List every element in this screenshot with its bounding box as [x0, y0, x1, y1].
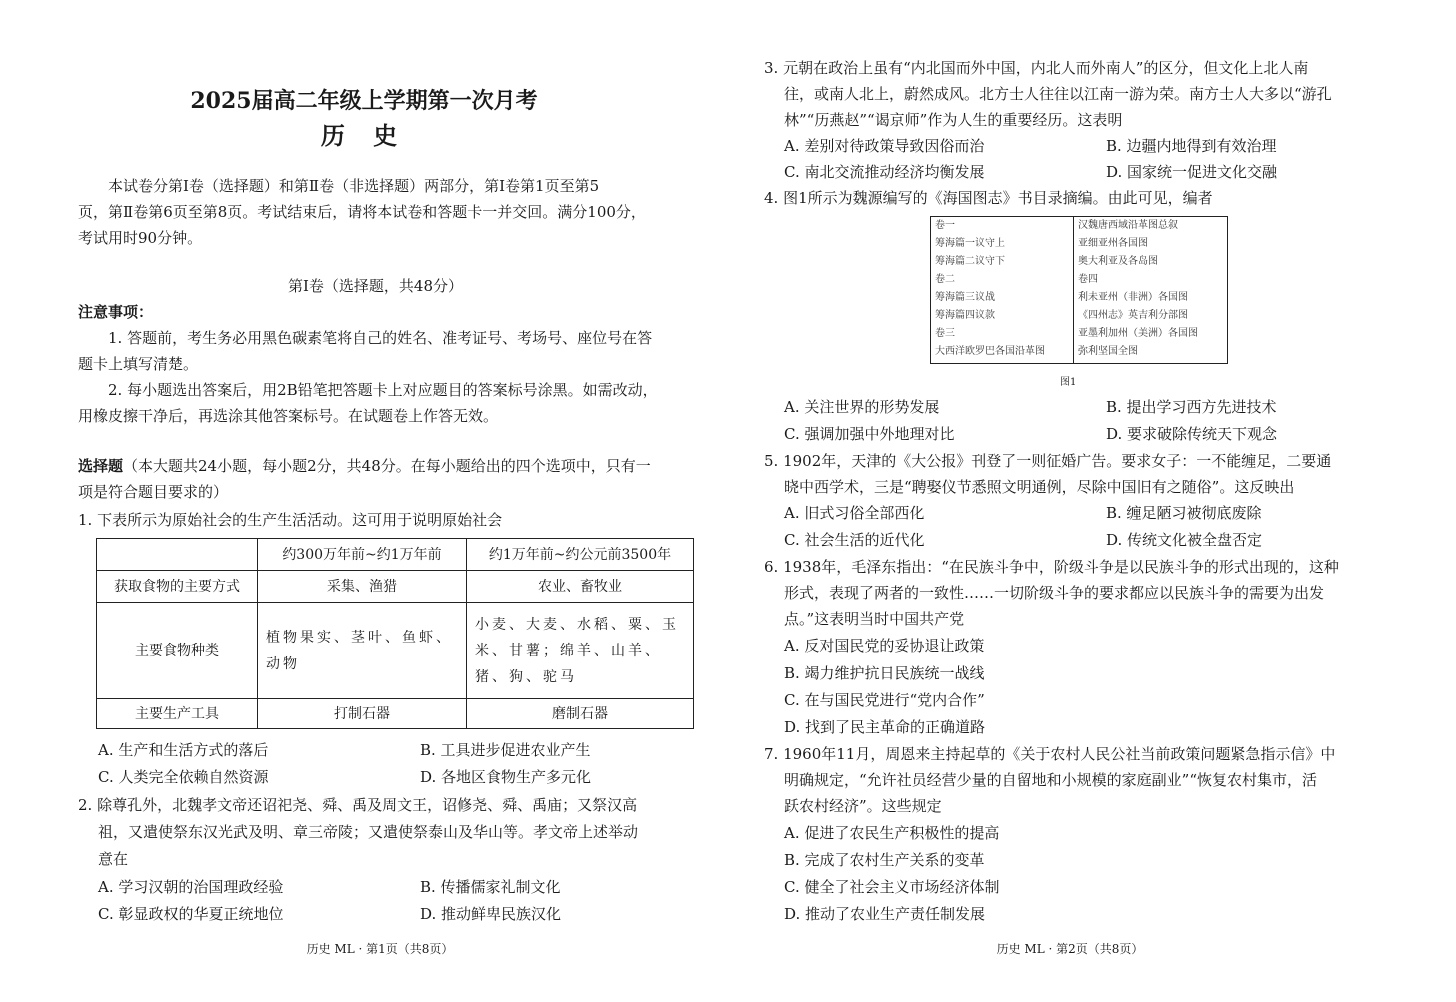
table-cell: 获取食物的主要方式 [97, 571, 258, 603]
table-cell: 磨制石器 [467, 699, 694, 729]
option-c: C. 社会生活的近代化 [784, 531, 925, 549]
table-row [97, 603, 694, 699]
option-b: B. 竭力维护抗日民族统一战线 [784, 664, 985, 682]
option-c: C. 健全了社会主义市场经济体制 [784, 878, 1000, 896]
option-d: D. 推动了农业生产责任制发展 [784, 905, 986, 923]
option-d: D. 要求破除传统天下观念 [1106, 425, 1278, 443]
option-b: B. 完成了农村生产关系的变革 [784, 851, 985, 869]
primitive-society-table [96, 538, 694, 729]
option-a: A. 学习汉朝的治国理政经验 [98, 878, 284, 896]
option-b: B. 工具进步促进农业产生 [420, 741, 591, 759]
mc-description-cont: 项是符合题目要求的） [78, 483, 229, 501]
page-footer: 历史 ML · 第1页（共8页） [306, 942, 454, 956]
table-cell: 采集、渔猎 [258, 571, 467, 603]
table-row [97, 571, 694, 603]
question-stem: 3. 元朝在政治上虽有“内北国而外中国，内北人而外南人”的区分，但文化上北人南 [764, 59, 1309, 77]
question-stem: 明确规定，“允许社员经营少量的自留地和小规模的家庭副业”“恢复农村集市，活 [784, 771, 1318, 789]
option-c: C. 人类完全依赖自然资源 [98, 768, 269, 786]
table-cell: 打制石器 [258, 699, 467, 729]
figure-entry: 筹海篇一议守上 [935, 238, 1005, 249]
option-a: A. 反对国民党的妥协退让政策 [784, 637, 985, 655]
intro-line: 页，第Ⅱ卷第6页至第8页。考试结束后，请将本试卷和答题卡一并交回。满分100分， [78, 203, 646, 221]
table-cell: 农业、畜牧业 [467, 571, 694, 603]
figure-left-column [931, 217, 1074, 363]
figure-caption: 图1 [1060, 377, 1077, 388]
notice-heading: 注意事项： [78, 303, 154, 321]
intro-line: 考试用时90分钟。 [78, 229, 203, 247]
question-stem: 7. 1960年11月，周恩来主持起草的《关于农村人民公社当前政策问题紧急指示信》中 [764, 745, 1336, 763]
mc-description: （本大题共24小题，每小题2分，共48分。在每小题给出的四个选项中，只有一 [123, 457, 651, 475]
option-b: B. 边疆内地得到有效治理 [1106, 137, 1277, 155]
option-c: C. 南北交流推动经济均衡发展 [784, 163, 985, 181]
exam-title: 2025届高二年级上学期第一次月考 [190, 88, 538, 114]
table-cell: 主要食物种类 [97, 603, 258, 699]
option-a: A. 差别对待政策导致因俗而治 [784, 137, 985, 155]
figure-entry: 利未亚州（非洲）各国图 [1078, 292, 1188, 303]
question-stem: 5. 1902年，天津的《大公报》刊登了一则征婚广告。要求女子：一不能缠足，二要通 [764, 452, 1332, 470]
page-footer: 历史 ML · 第2页（共8页） [996, 942, 1144, 956]
figure-right-column [1074, 217, 1227, 363]
intro-line: 本试卷分第Ⅰ卷（选择题）和第Ⅱ卷（非选择题）两部分，第Ⅰ卷第1页至第5 [108, 177, 600, 195]
option-b: B. 提出学习西方先进技术 [1106, 398, 1277, 416]
question-stem: 往，或南人北上，蔚然成风。北方士人往往以江南一游为荣。南方士人大多以“游孔 [784, 85, 1332, 103]
figure-entry: 大西洋欧罗巴各国沿革图 [935, 346, 1045, 357]
question-stem: 晓中西学术，三是“聘娶仪节悉照文明通例，尽除中国旧有之随俗”。这反映出 [784, 478, 1295, 496]
question-stem: 1. 下表所示为原始社会的生产生活活动。这可用于说明原始社会 [78, 511, 503, 529]
question-stem: 意在 [98, 850, 129, 868]
notice-line: 用橡皮擦干净后，再选涂其他答案标号。在试题卷上作答无效。 [78, 407, 499, 425]
figure-entry: 亚墨利加州（美洲）各国图 [1078, 328, 1198, 339]
question-stem: 6. 1938年，毛泽东指出：“在民族斗争中，阶级斗争是以民族斗争的形式出现的，这种 [764, 558, 1339, 576]
figure-entry: 弥利坚国全图 [1078, 346, 1138, 357]
option-d: D. 国家统一促进文化交融 [1106, 163, 1278, 181]
figure-entry: 亚细亚州各国图 [1078, 238, 1148, 249]
question-stem: 跃农村经济”。这些规定 [784, 797, 942, 815]
mc-instructions [78, 456, 651, 476]
section-heading: 第Ⅰ卷（选择题，共48分） [288, 277, 464, 295]
question-stem: 林”“历燕赵”“谒京师”作为人生的重要经历。这表明 [784, 111, 1123, 129]
option-d: D. 各地区食物生产多元化 [420, 768, 592, 786]
notice-line: 1. 答题前，考生务必用黑色碳素笔将自己的姓名、准考证号、考场号、座位号在答 [108, 329, 653, 347]
table-cell [97, 539, 258, 571]
table-header-row [97, 539, 694, 571]
notice-line: 2. 每小题选出答案后，用2B铅笔把答题卡上对应题目的答案标号涂黑。如需改动， [108, 381, 658, 399]
question-stem: 4. 图1所示为魏源编写的《海国图志》书目录摘编。由此可见，编者 [764, 189, 1213, 207]
option-d: D. 推动鲜卑民族汉化 [420, 905, 562, 923]
figure-entry: 奥大利亚及各岛图 [1078, 256, 1158, 267]
figure-entry: 《四州志》英吉利分部图 [1078, 310, 1188, 321]
option-a: A. 生产和生活方式的落后 [98, 741, 269, 759]
figure-entry: 汉魏唐西域沿革图总叙 [1078, 220, 1178, 231]
question-stem: 2. 除尊孔外，北魏孝文帝还诏祀尧、舜、禹及周文王，诏修尧、舜、禹庙；又祭汉高 [78, 796, 638, 814]
option-b: B. 传播儒家礼制文化 [420, 878, 561, 896]
figure-entry: 卷二 [935, 274, 955, 285]
option-d: D. 找到了民主革命的正确道路 [784, 718, 986, 736]
table-row [97, 699, 694, 729]
option-c: C. 彰显政权的华夏正统地位 [98, 905, 284, 923]
option-b: B. 缠足陋习被彻底废除 [1106, 504, 1262, 522]
question-stem: 点。”这表明当时中国共产党 [784, 610, 965, 628]
mc-heading: 选择题 [78, 457, 124, 475]
option-a: A. 旧式习俗全部西化 [784, 504, 925, 522]
option-d: D. 传统文化被全盘否定 [1106, 531, 1263, 549]
figure-entry: 筹海篇二议守下 [935, 256, 1005, 267]
figure-entry: 卷三 [935, 328, 955, 339]
question-stem: 形式，表现了两者的一致性……一切阶级斗争的要求都应以民族斗争的需要为出发 [784, 584, 1325, 602]
option-c: C. 强调加强中外地理对比 [784, 425, 955, 443]
option-a: A. 促进了农民生产积极性的提高 [784, 824, 1000, 842]
table-cell: 小麦、大麦、水稻、粟、玉米、甘薯；绵羊、山羊、猪、狗、驼马 [467, 603, 694, 699]
figure-entry: 筹海篇三议战 [935, 292, 995, 303]
figure-entry: 筹海篇四议款 [935, 310, 995, 321]
table-cell: 主要生产工具 [97, 699, 258, 729]
option-a: A. 关注世界的形势发展 [784, 398, 940, 416]
table-cell: 植物果实、茎叶、鱼虾、动物 [258, 603, 467, 699]
figure-entry: 卷四 [1078, 274, 1098, 285]
table-cell: 约1万年前~约公元前3500年 [467, 539, 694, 571]
question-stem: 祖，又遣使祭东汉光武及明、章三帝陵；又遣使祭泰山及华山等。孝文帝上述举动 [98, 823, 639, 841]
option-c: C. 在与国民党进行“党内合作” [784, 691, 985, 709]
figure-entry: 卷一 [935, 220, 955, 231]
notice-line: 题卡上填写清楚。 [78, 355, 199, 373]
subject-title: 历 史 [320, 121, 408, 150]
table-cell: 约300万年前~约1万年前 [258, 539, 467, 571]
book-contents-figure [930, 216, 1228, 364]
